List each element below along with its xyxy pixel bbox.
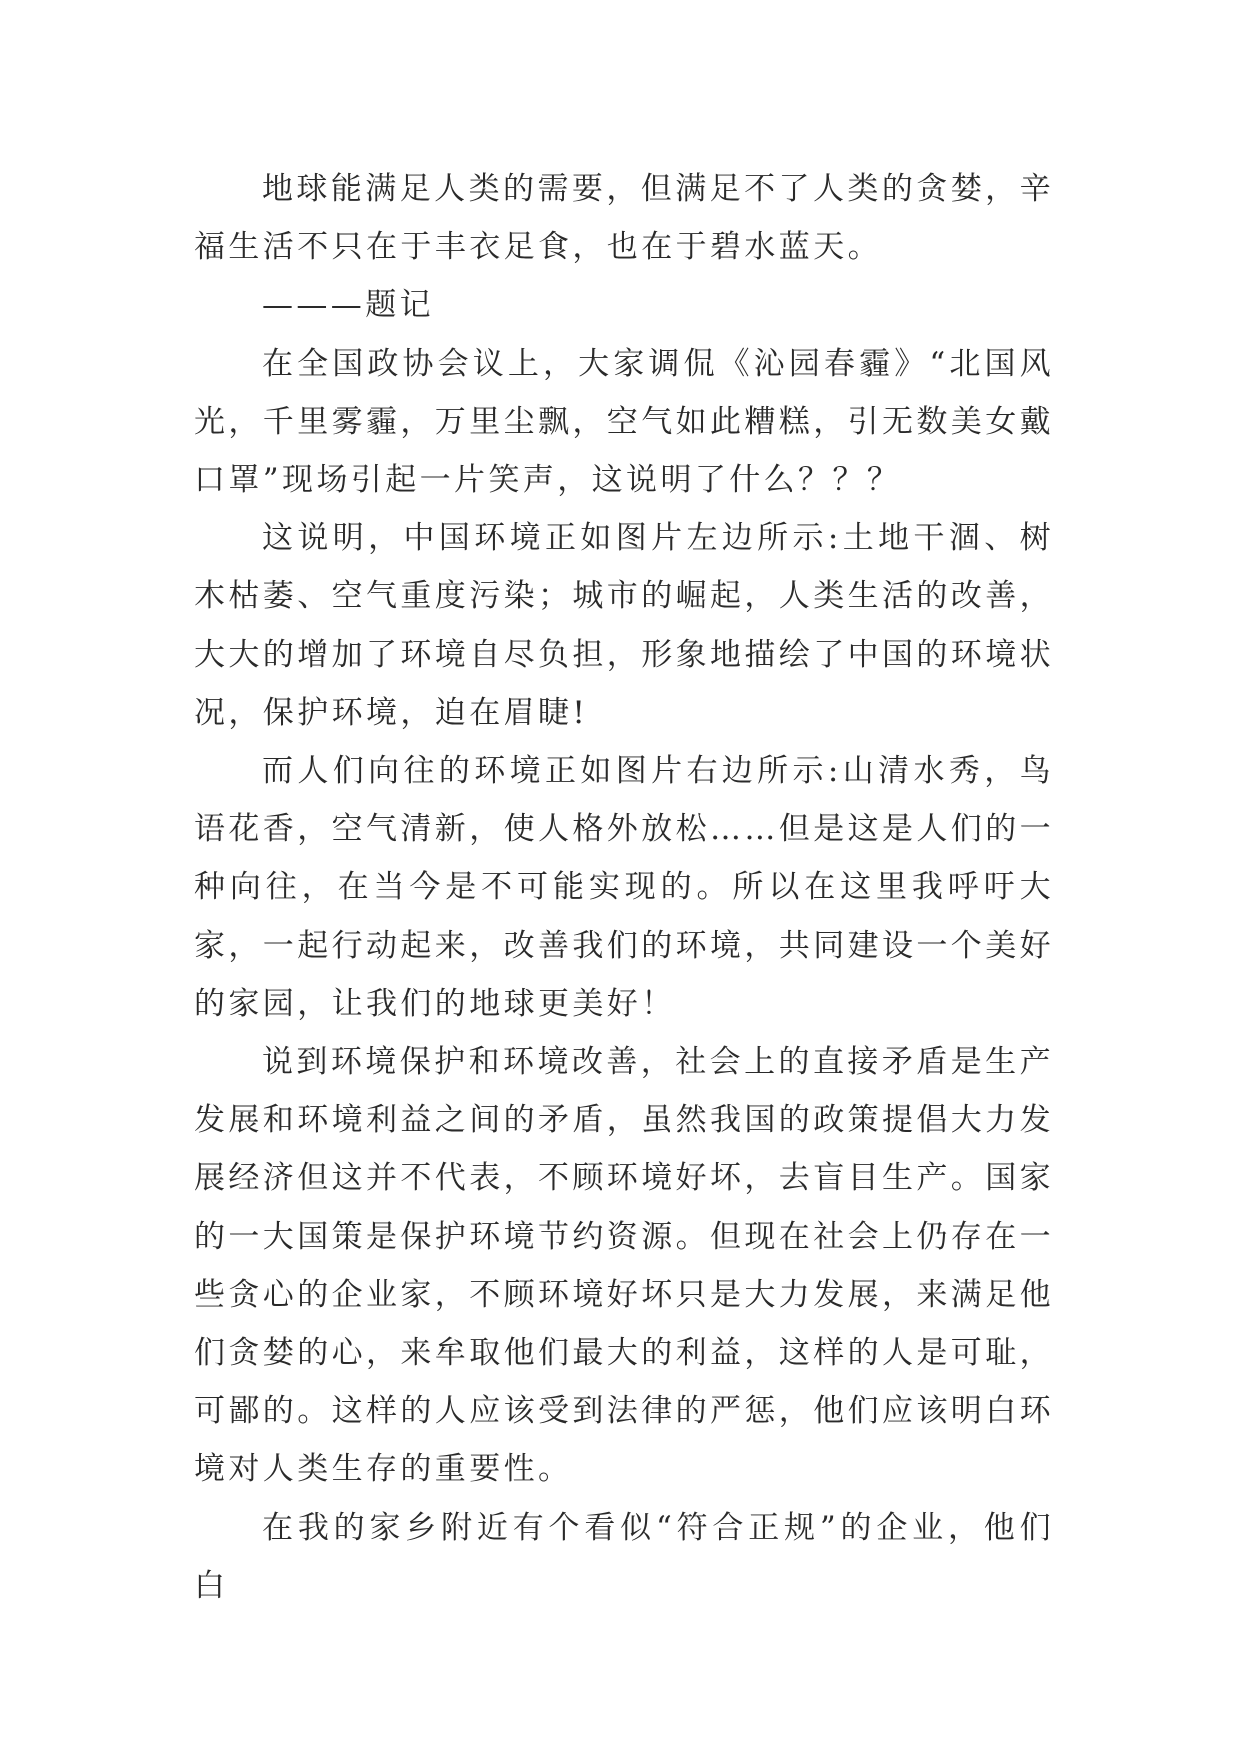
paragraph-2: 这说明，中国环境正如图片左边所示:土地干涸、树木枯萎、空气重度污染；城市的崛起，人类生活的改善，大大的增加了环境自尽负担，形象地描绘了中国的环境状况，保护环境，迫在眉睫! bbox=[194, 520, 1054, 731]
paragraph-1: 在全国政协会议上，大家调侃《沁园春霾》“北国风光，千里雾霾，万里尘飘，空气如此糟糕，引无数美女戴口罩”现场引起一片笑声，这说明了什么？？？ bbox=[194, 345, 1054, 499]
paragraph-epigraph-attribution: ———题记 bbox=[262, 287, 434, 324]
paragraph-epigraph: 地球能满足人类的需要，但满足不了人类的贪婪，辛福生活不只在于丰衣足食，也在于碧水蓝天。 bbox=[194, 171, 1054, 266]
paragraph-4: 说到环境保护和环境改善，社会上的直接矛盾是生产发展和环境利益之间的矛盾，虽然我国的政策提倡大力发展经济但这并不代表，不顾环境好坏，去盲目生产。国家的一大国策是保护环境节约资源。但现在社会上仍存在一些贪心的企业家，不顾环境好坏只是大力发展，来满足他们贪婪的心，来牟取他们最大的利益，这样的人是可耻，可鄙的。这样的人应该受到法律的严惩，他们应该明白环境对人类生存的重要性。 bbox=[194, 1044, 1054, 1488]
paragraph-5: 在我的家乡附近有个看似“符合正规”的企业，他们白 bbox=[194, 1509, 1054, 1604]
paragraph-3: 而人们向往的环境正如图片右边所示:山清水秀，鸟语花香，空气清新，使人格外放松……但是这是人们的一种向往，在当今是不可能实现的。所以在这里我呼吁大家，一起行动起来，改善我们的环境，共同建设一个美好的家园，让我们的地球更美好！ bbox=[194, 753, 1054, 1022]
document-body bbox=[194, 160, 1054, 1615]
